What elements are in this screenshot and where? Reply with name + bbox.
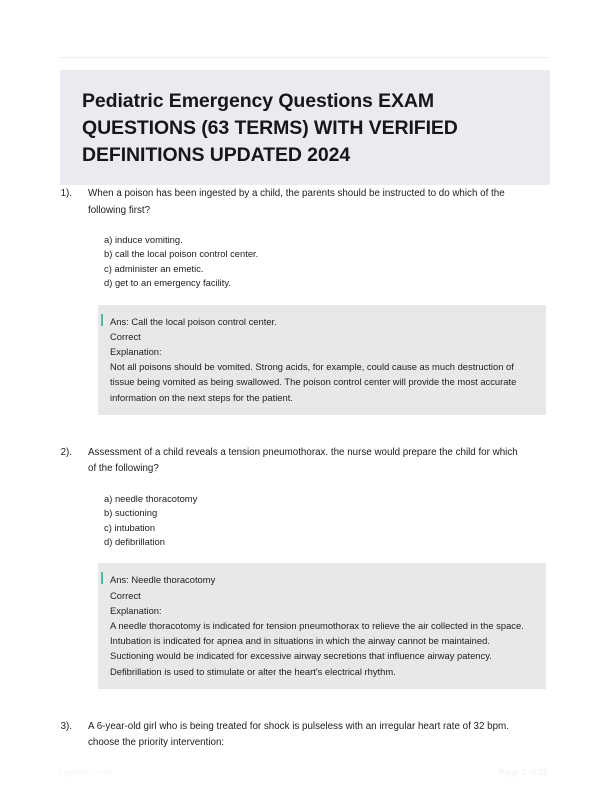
option-a[interactable]: a) induce vomiting. [104, 234, 183, 245]
question-options [104, 233, 606, 291]
option-c[interactable]: c) intubation [104, 521, 156, 533]
header-divider [60, 57, 548, 58]
answer-status: Correct [110, 330, 141, 342]
option-d[interactable]: d) get to an emergency facility. [104, 277, 231, 289]
question-text: A 6-year-old girl who is being treated for shock is pulseless with an irregular heart rate of 32 bpm. choose the priority intervention: [88, 720, 509, 749]
question-header [0, 445, 606, 478]
page-title: Pediatric Emergency Questions EXAM QUESTIONS (63 TERMS) WITH VERIFIED DEFINITIONS UPDATED 2024 [82, 90, 458, 166]
question-block [0, 186, 606, 415]
question-options [104, 492, 606, 550]
answer-accent-bar [101, 314, 103, 326]
option-c[interactable]: c) administer an emetic. [104, 262, 204, 274]
answer-status: Correct [110, 589, 141, 601]
question-block [0, 445, 606, 689]
explanation-text: A needle thoracotomy is indicated for tension pneumothorax to relieve the air collected in the space. Intubation is indicated for apnea and in situations in which the airway cannot be maintained. Suctioning would be indicated for excessive airway secretions that influence airway patency. Defibrillation is used to stimulate or alter the heart's electrical rhythm. [110, 620, 524, 677]
questions-list [0, 186, 606, 752]
option-d[interactable]: d) defibrillation [104, 536, 165, 548]
explanation-label: Explanation: [110, 346, 162, 358]
question-number: 2). [60, 446, 72, 458]
question-number: 1). [60, 188, 72, 199]
option-b[interactable]: b) call the local poison control center. [104, 248, 259, 260]
option-b[interactable]: b) suctioning [104, 507, 158, 519]
answer-line: Ans: Needle thoracotomy [110, 574, 216, 586]
site-watermark: PaperStic.com [58, 768, 113, 777]
question-header [0, 719, 606, 752]
question-text: When a poison has been ingested by a child, the parents should be instructed to do which of the following first? [88, 188, 505, 216]
answer-box [98, 305, 546, 415]
explanation-label: Explanation: [110, 604, 162, 616]
answer-line: Ans: Call the local poison control center. [110, 315, 277, 327]
document-title-banner [60, 70, 550, 185]
explanation-text: Not all poisons should be vomited. Strong acids, for example, could cause as much destruction of tissue being vomited as being swallowed. The poison control center will provide the most accurate information on the next steps for the patient. [110, 361, 517, 403]
option-a[interactable]: a) needle thoracotomy [104, 492, 198, 504]
page-footer [0, 754, 606, 800]
question-header [0, 186, 606, 219]
question-number: 3). [60, 720, 72, 732]
question-block [0, 719, 606, 752]
answer-box [98, 563, 546, 688]
question-text: Assessment of a child reveals a tension pneumothorax. the nurse would prepare the child for which of the following? [88, 446, 518, 475]
answer-accent-bar [101, 572, 103, 584]
page-number: Page 1 of 25 [499, 768, 548, 777]
